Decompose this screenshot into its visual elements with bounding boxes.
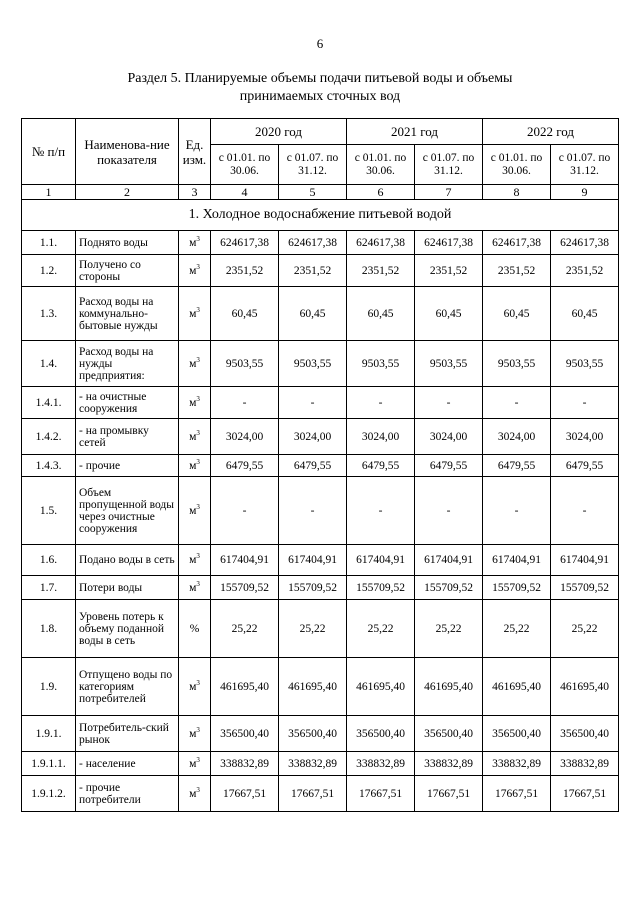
data-table-wrapper bbox=[21, 118, 619, 812]
unit-cell bbox=[179, 387, 211, 419]
unit-superscript: 3 bbox=[196, 457, 200, 466]
column-number: 5 bbox=[279, 185, 347, 200]
value-cell: 624617,38 bbox=[551, 231, 619, 255]
value-cell: 338832,89 bbox=[279, 752, 347, 776]
unit-cell bbox=[179, 658, 211, 716]
value-cell: - bbox=[279, 387, 347, 419]
column-number: 1 bbox=[22, 185, 76, 200]
value-cell: 155709,52 bbox=[415, 576, 483, 600]
value-cell: 17667,51 bbox=[551, 776, 619, 812]
value-cell: 617404,91 bbox=[415, 545, 483, 576]
header-year-2021: 2021 год bbox=[347, 119, 483, 145]
value-cell: 617404,91 bbox=[211, 545, 279, 576]
indicator-name: - население bbox=[76, 752, 179, 776]
header-period: с 01.07. по 31.12. bbox=[551, 145, 619, 185]
value-cell: 25,22 bbox=[211, 600, 279, 658]
value-cell: 2351,52 bbox=[483, 255, 551, 287]
value-cell: 25,22 bbox=[279, 600, 347, 658]
indicator-name: Расход воды на нужды предприятия: bbox=[76, 341, 179, 387]
value-cell: 17667,51 bbox=[483, 776, 551, 812]
row-number: 1.9.1.2. bbox=[22, 776, 76, 812]
column-number: 8 bbox=[483, 185, 551, 200]
table-row bbox=[22, 545, 619, 576]
indicator-name: - прочие потребители bbox=[76, 776, 179, 812]
unit-superscript: 3 bbox=[196, 394, 200, 403]
unit-text: м bbox=[189, 430, 197, 443]
value-cell: 60,45 bbox=[279, 287, 347, 341]
value-cell: - bbox=[551, 477, 619, 545]
unit-cell bbox=[179, 255, 211, 287]
indicator-name: Поднято воды bbox=[76, 231, 179, 255]
column-number: 6 bbox=[347, 185, 415, 200]
table-row bbox=[22, 287, 619, 341]
value-cell: 617404,91 bbox=[483, 545, 551, 576]
section-title: 1. Холодное водоснабжение питьевой водой bbox=[22, 200, 619, 231]
row-number: 1.4.3. bbox=[22, 455, 76, 477]
value-cell: - bbox=[483, 477, 551, 545]
value-cell: 60,45 bbox=[551, 287, 619, 341]
unit-superscript: 3 bbox=[196, 502, 200, 511]
value-cell: 3024,00 bbox=[415, 419, 483, 455]
unit-cell bbox=[179, 545, 211, 576]
unit-text: м bbox=[189, 504, 197, 517]
value-cell: 9503,55 bbox=[415, 341, 483, 387]
unit-cell bbox=[179, 600, 211, 658]
unit-text: м bbox=[189, 307, 197, 320]
row-number: 1.9.1. bbox=[22, 716, 76, 752]
value-cell: - bbox=[211, 387, 279, 419]
value-cell: 9503,55 bbox=[551, 341, 619, 387]
water-supply-table bbox=[21, 118, 619, 812]
indicator-name: Потребитель-ский рынок bbox=[76, 716, 179, 752]
unit-text: м bbox=[189, 727, 197, 740]
row-number: 1.1. bbox=[22, 231, 76, 255]
value-cell: 356500,40 bbox=[415, 716, 483, 752]
indicator-name: Объем пропущенной воды через очистные сооружения bbox=[76, 477, 179, 545]
indicator-name: - прочие bbox=[76, 455, 179, 477]
unit-cell bbox=[179, 455, 211, 477]
value-cell: 155709,52 bbox=[279, 576, 347, 600]
column-number: 9 bbox=[551, 185, 619, 200]
value-cell: - bbox=[211, 477, 279, 545]
unit-text: м bbox=[189, 396, 197, 409]
value-cell: 617404,91 bbox=[551, 545, 619, 576]
unit-superscript: 3 bbox=[196, 678, 200, 687]
value-cell: 2351,52 bbox=[347, 255, 415, 287]
unit-text: м bbox=[189, 264, 197, 277]
value-cell: 461695,40 bbox=[483, 658, 551, 716]
value-cell: 2351,52 bbox=[415, 255, 483, 287]
indicator-name: - на промывку сетей bbox=[76, 419, 179, 455]
table-row bbox=[22, 776, 619, 812]
value-cell: 624617,38 bbox=[347, 231, 415, 255]
value-cell: 6479,55 bbox=[211, 455, 279, 477]
value-cell: 155709,52 bbox=[211, 576, 279, 600]
header-period: с 01.07. по 31.12. bbox=[415, 145, 483, 185]
page-number: 6 bbox=[316, 36, 324, 51]
value-cell: 6479,55 bbox=[415, 455, 483, 477]
column-number: 4 bbox=[211, 185, 279, 200]
value-cell: 461695,40 bbox=[551, 658, 619, 716]
unit-cell bbox=[179, 576, 211, 600]
value-cell: 17667,51 bbox=[211, 776, 279, 812]
table-row bbox=[22, 716, 619, 752]
row-number: 1.7. bbox=[22, 576, 76, 600]
unit-text: м bbox=[189, 757, 197, 770]
unit-text: м bbox=[189, 554, 197, 566]
title-line-2: принимаемых сточных вод bbox=[239, 89, 401, 104]
unit-superscript: 3 bbox=[196, 428, 200, 437]
value-cell: 461695,40 bbox=[211, 658, 279, 716]
table-row bbox=[22, 455, 619, 477]
unit-cell bbox=[179, 776, 211, 812]
value-cell: 338832,89 bbox=[415, 752, 483, 776]
value-cell: 17667,51 bbox=[415, 776, 483, 812]
header-year-2022: 2022 год bbox=[483, 119, 619, 145]
value-cell: 2351,52 bbox=[279, 255, 347, 287]
unit-superscript: 3 bbox=[196, 755, 200, 764]
row-number: 1.4. bbox=[22, 341, 76, 387]
unit-superscript: 3 bbox=[196, 552, 200, 561]
value-cell: 3024,00 bbox=[211, 419, 279, 455]
value-cell: 6479,55 bbox=[279, 455, 347, 477]
value-cell: 25,22 bbox=[415, 600, 483, 658]
header-unit: Ед. изм. bbox=[179, 119, 211, 185]
value-cell: 356500,40 bbox=[211, 716, 279, 752]
unit-text: м bbox=[189, 357, 197, 370]
value-cell: 60,45 bbox=[347, 287, 415, 341]
value-cell: 356500,40 bbox=[347, 716, 415, 752]
value-cell: 624617,38 bbox=[415, 231, 483, 255]
column-number: 3 bbox=[179, 185, 211, 200]
value-cell: 356500,40 bbox=[483, 716, 551, 752]
value-cell: 624617,38 bbox=[279, 231, 347, 255]
unit-text: м bbox=[189, 236, 197, 249]
unit-superscript: 3 bbox=[196, 234, 200, 243]
unit-superscript: 3 bbox=[196, 579, 200, 588]
table-row bbox=[22, 341, 619, 387]
unit-text: м bbox=[189, 459, 197, 472]
value-cell: 461695,40 bbox=[279, 658, 347, 716]
table-row bbox=[22, 477, 619, 545]
unit-superscript: 3 bbox=[196, 785, 200, 794]
indicator-name: Получено со стороны bbox=[76, 255, 179, 287]
value-cell: 9503,55 bbox=[279, 341, 347, 387]
value-cell: - bbox=[483, 387, 551, 419]
document-title bbox=[0, 70, 640, 106]
unit-text: м bbox=[189, 787, 197, 800]
row-number: 1.8. bbox=[22, 600, 76, 658]
value-cell: - bbox=[415, 387, 483, 419]
row-number: 1.4.1. bbox=[22, 387, 76, 419]
unit-text: % bbox=[189, 622, 200, 635]
value-cell: 60,45 bbox=[483, 287, 551, 341]
value-cell: - bbox=[551, 387, 619, 419]
indicator-name: Уровень потерь к объему поданной воды в сеть bbox=[76, 600, 179, 658]
header-period: с 01.01. по 30.06. bbox=[483, 145, 551, 185]
value-cell: 617404,91 bbox=[347, 545, 415, 576]
table-row bbox=[22, 255, 619, 287]
header-period: с 01.01. по 30.06. bbox=[347, 145, 415, 185]
value-cell: 6479,55 bbox=[483, 455, 551, 477]
value-cell: 25,22 bbox=[551, 600, 619, 658]
value-cell: 356500,40 bbox=[551, 716, 619, 752]
row-number: 1.4.2. bbox=[22, 419, 76, 455]
indicator-name: Отпущено воды по категориям потребителей bbox=[76, 658, 179, 716]
value-cell: - bbox=[415, 477, 483, 545]
value-cell: 3024,00 bbox=[483, 419, 551, 455]
row-number: 1.3. bbox=[22, 287, 76, 341]
value-cell: 60,45 bbox=[211, 287, 279, 341]
value-cell: 3024,00 bbox=[347, 419, 415, 455]
value-cell: 461695,40 bbox=[415, 658, 483, 716]
table-row bbox=[22, 576, 619, 600]
value-cell: 338832,89 bbox=[551, 752, 619, 776]
table-row bbox=[22, 752, 619, 776]
unit-cell bbox=[179, 716, 211, 752]
header-year-2020: 2020 год bbox=[211, 119, 347, 145]
unit-cell bbox=[179, 231, 211, 255]
row-number: 1.2. bbox=[22, 255, 76, 287]
value-cell: 6479,55 bbox=[347, 455, 415, 477]
unit-superscript: 3 bbox=[196, 355, 200, 364]
unit-superscript: 3 bbox=[196, 305, 200, 314]
row-number: 1.6. bbox=[22, 545, 76, 576]
header-period: с 01.07. по 31.12. bbox=[279, 145, 347, 185]
row-number: 1.5. bbox=[22, 477, 76, 545]
table-row bbox=[22, 419, 619, 455]
value-cell: 2351,52 bbox=[551, 255, 619, 287]
unit-cell bbox=[179, 419, 211, 455]
value-cell: 338832,89 bbox=[211, 752, 279, 776]
unit-cell bbox=[179, 752, 211, 776]
value-cell: 155709,52 bbox=[483, 576, 551, 600]
table-row bbox=[22, 231, 619, 255]
unit-superscript: 3 bbox=[196, 725, 200, 734]
indicator-name: Расход воды на коммунально-бытовые нужды bbox=[76, 287, 179, 341]
value-cell: - bbox=[347, 387, 415, 419]
header-period: с 01.01. по 30.06. bbox=[211, 145, 279, 185]
column-number: 7 bbox=[415, 185, 483, 200]
value-cell: - bbox=[279, 477, 347, 545]
row-number: 1.9. bbox=[22, 658, 76, 716]
value-cell: 9503,55 bbox=[483, 341, 551, 387]
table-row bbox=[22, 600, 619, 658]
header-row-number: № п/п bbox=[22, 119, 76, 185]
header-indicator-name: Наименова-ние показателя bbox=[76, 119, 179, 185]
table-row bbox=[22, 658, 619, 716]
indicator-name: Подано воды в сеть bbox=[76, 545, 179, 576]
unit-cell bbox=[179, 287, 211, 341]
value-cell: 338832,89 bbox=[347, 752, 415, 776]
value-cell: 25,22 bbox=[347, 600, 415, 658]
indicator-name: Потери воды bbox=[76, 576, 179, 600]
unit-text: м bbox=[189, 581, 197, 594]
unit-cell bbox=[179, 341, 211, 387]
indicator-name: - на очистные сооружения bbox=[76, 387, 179, 419]
value-cell: 356500,40 bbox=[279, 716, 347, 752]
value-cell: 17667,51 bbox=[347, 776, 415, 812]
value-cell: 3024,00 bbox=[279, 419, 347, 455]
value-cell: 155709,52 bbox=[551, 576, 619, 600]
value-cell: 338832,89 bbox=[483, 752, 551, 776]
value-cell: 155709,52 bbox=[347, 576, 415, 600]
value-cell: - bbox=[347, 477, 415, 545]
value-cell: 6479,55 bbox=[551, 455, 619, 477]
value-cell: 617404,91 bbox=[279, 545, 347, 576]
value-cell: 624617,38 bbox=[211, 231, 279, 255]
value-cell: 17667,51 bbox=[279, 776, 347, 812]
column-number: 2 bbox=[76, 185, 179, 200]
unit-cell bbox=[179, 477, 211, 545]
value-cell: 624617,38 bbox=[483, 231, 551, 255]
unit-text: м bbox=[189, 680, 197, 693]
value-cell: 9503,55 bbox=[211, 341, 279, 387]
value-cell: 461695,40 bbox=[347, 658, 415, 716]
value-cell: 9503,55 bbox=[347, 341, 415, 387]
row-number: 1.9.1.1. bbox=[22, 752, 76, 776]
value-cell: 3024,00 bbox=[551, 419, 619, 455]
value-cell: 60,45 bbox=[415, 287, 483, 341]
unit-superscript: 3 bbox=[196, 262, 200, 271]
value-cell: 25,22 bbox=[483, 600, 551, 658]
value-cell: 2351,52 bbox=[211, 255, 279, 287]
table-row bbox=[22, 387, 619, 419]
title-line-1: Раздел 5. Планируемые объемы подачи питьевой воды и объемы bbox=[127, 71, 513, 86]
